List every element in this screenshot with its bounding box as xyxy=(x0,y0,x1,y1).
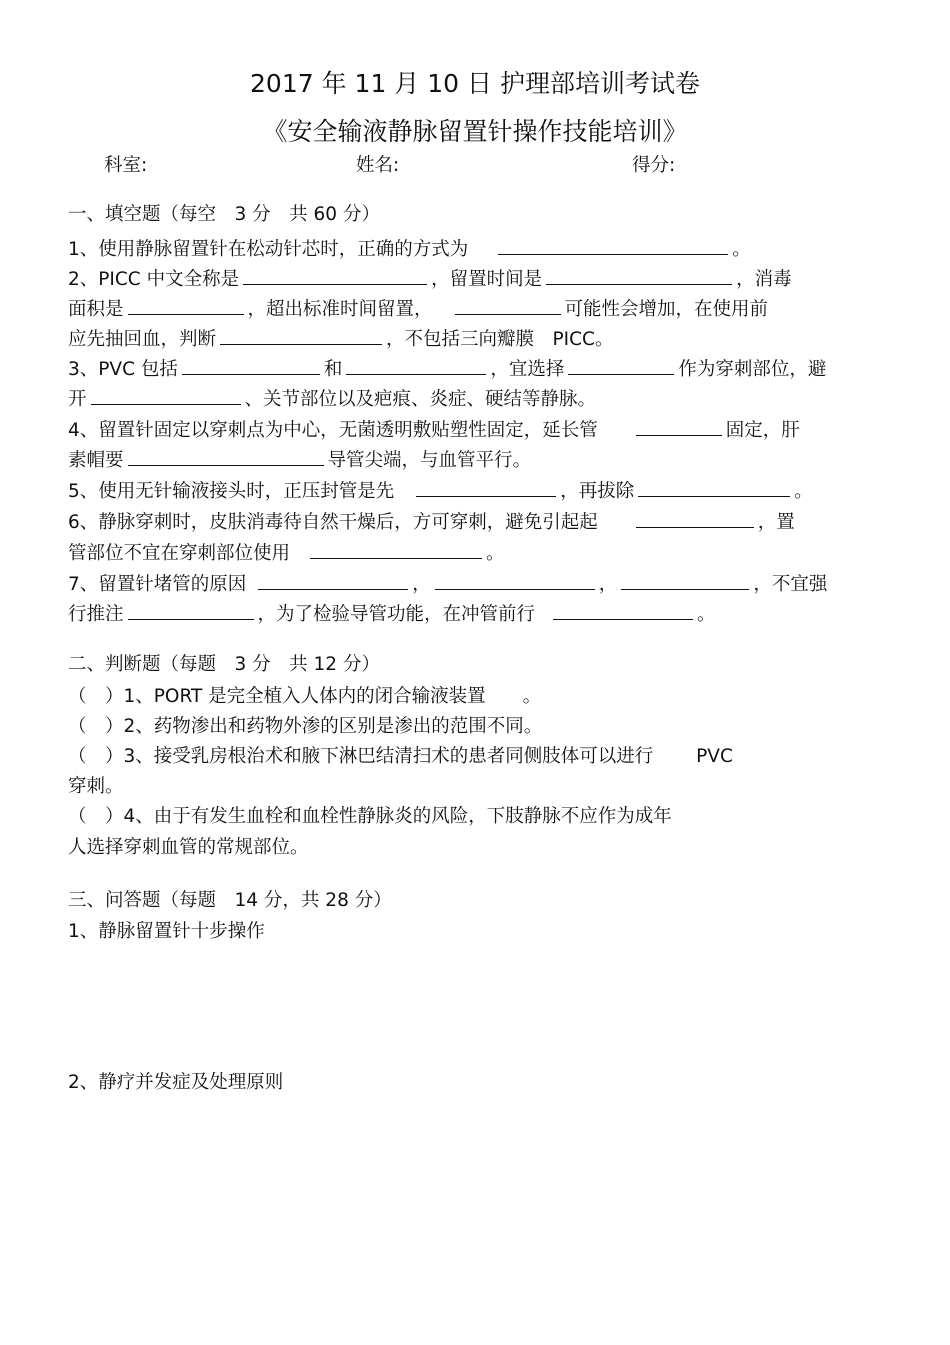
judge-q4-line1[interactable]: （ ）4、由于有发生血栓和血栓性静脉炎的风险，下肢静脉不应作为成年 xyxy=(68,806,672,827)
judge-q2[interactable]: （ ）2、药物渗出和药物外渗的区别是渗出的范围不同。 xyxy=(68,716,543,737)
fill-q3-text-e: 开 xyxy=(68,389,87,410)
score-label: 得分: xyxy=(632,155,676,176)
fill-q7-text-e: 行推注 xyxy=(68,604,124,625)
fill-q3-line1 xyxy=(68,352,826,385)
judge-q3-line2: 穿刺。 xyxy=(68,776,124,797)
fill-q5-text-a: 5、使用无针输液接头时，正压封管是先 xyxy=(68,481,395,502)
fill-q5-text-c: 。 xyxy=(794,481,813,502)
fill-q2-text-g: 应先抽回血，判断 xyxy=(68,329,217,350)
fill-q6-line1 xyxy=(68,505,795,538)
exam-title: 2017 年 11 月 10 日 护理部培训考试卷 xyxy=(250,69,700,98)
fill-q2-text-c: ，消毒 xyxy=(736,269,792,290)
fill-q4-line2 xyxy=(68,443,531,476)
fill-q7-blank1[interactable] xyxy=(258,567,408,590)
fill-q3-text-f: 、关节部位以及疤痕、炎症、硬结等静脉。 xyxy=(244,389,597,410)
fill-q7-text-g: 。 xyxy=(697,604,716,625)
fill-q3-text-c: ，宜选择 xyxy=(490,359,565,380)
fill-q3-blank3[interactable] xyxy=(568,352,674,375)
fill-q2-blank1[interactable] xyxy=(243,262,427,285)
judge-q1[interactable]: （ ）1、PORT 是完全植入人体内的闭合输液装置 。 xyxy=(68,686,542,707)
fill-q2-blank5[interactable] xyxy=(220,322,382,345)
fill-q1-text: 1、使用静脉留置针在松动针芯时，正确的方式为 xyxy=(68,239,469,260)
essay-q2: 2、静疗并发症及处理原则 xyxy=(68,1072,284,1093)
fill-q3-text-d: 作为穿刺部位，避 xyxy=(678,359,827,380)
fill-q5-text-b: ，再拔除 xyxy=(560,481,635,502)
fill-q2-text-d: 面积是 xyxy=(68,299,124,320)
judge-q3-line1[interactable]: （ ）3、接受乳房根治术和腋下淋巴结清扫术的患者同侧肢体可以进行 PVC xyxy=(68,746,733,767)
fill-q2-text-f: 可能性会增加，在使用前 xyxy=(564,299,769,320)
dept-label: 科室: xyxy=(104,155,148,176)
fill-q2-text-h: ，不包括三向瓣膜 PICC。 xyxy=(386,329,614,350)
fill-q2-line2 xyxy=(68,292,768,325)
fill-q7-blank3[interactable] xyxy=(621,567,749,590)
fill-q6-text-c: 管部位不宜在穿刺部位使用 xyxy=(68,543,291,564)
section3-heading: 三、问答题（每题 14 分，共 28 分） xyxy=(68,890,392,911)
section1-heading: 一、填空题（每空 3 分 共 60 分） xyxy=(68,204,380,225)
section2-heading: 二、判断题（每题 3 分 共 12 分） xyxy=(68,654,380,675)
fill-q7-blank4[interactable] xyxy=(128,597,254,620)
fill-q2-text-e: ，超出标准时间留置， xyxy=(247,299,433,320)
fill-q7-text-d: ，不宜强 xyxy=(753,574,828,595)
name-label: 姓名: xyxy=(356,155,400,176)
fill-q2-blank4[interactable] xyxy=(455,292,561,315)
fill-q4-text-b: 固定，肝 xyxy=(725,420,800,441)
fill-q7-text-f: ，为了检验导管功能，在冲管前行 xyxy=(257,604,536,625)
fill-q2-line1 xyxy=(68,262,792,295)
fill-q2-blank2[interactable] xyxy=(546,262,732,285)
fill-q6-blank1[interactable] xyxy=(636,505,754,528)
fill-q3-line2 xyxy=(68,382,596,415)
fill-q4-text-a: 4、留置针固定以穿刺点为中心，无菌透明敷贴塑性固定，延长管 xyxy=(68,420,598,441)
fill-q7-line2 xyxy=(68,597,716,630)
fill-q2-blank3[interactable] xyxy=(128,292,244,315)
fill-q5-blank1[interactable] xyxy=(416,474,556,497)
fill-q6-text-a: 6、静脉穿刺时，皮肤消毒待自然干燥后，方可穿刺，避免引起起 xyxy=(68,512,598,533)
fill-q1-blank[interactable] xyxy=(498,232,728,255)
fill-q2-text-a: 2、PICC 中文全称是 xyxy=(68,269,240,290)
fill-q4-text-c: 素帽要 xyxy=(68,450,124,471)
fill-q4-line1 xyxy=(68,413,800,446)
fill-q3-blank2[interactable] xyxy=(346,352,486,375)
fill-q7-blank2[interactable] xyxy=(435,567,595,590)
fill-q2-line3 xyxy=(68,322,613,355)
fill-q7-blank5[interactable] xyxy=(553,597,693,620)
fill-q1-end: 。 xyxy=(732,239,751,260)
essay-q1: 1、静脉留置针十步操作 xyxy=(68,921,265,942)
fill-q1 xyxy=(68,232,751,265)
fill-q5-blank2[interactable] xyxy=(638,474,790,497)
fill-q4-blank2[interactable] xyxy=(128,443,324,466)
fill-q6-text-d: 。 xyxy=(486,543,505,564)
judge-q4-line2: 人选择穿刺血管的常规部位。 xyxy=(68,837,309,858)
fill-q6-line2 xyxy=(68,536,505,569)
fill-q3-blank1[interactable] xyxy=(182,352,320,375)
exam-subtitle: 《安全输液静脉留置针操作技能培训》 xyxy=(262,117,688,146)
fill-q4-text-d: 导管尖端，与血管平行。 xyxy=(327,450,532,471)
fill-q3-text-a: 3、PVC 包括 xyxy=(68,359,178,380)
fill-q7-text-b: ， xyxy=(412,574,431,595)
fill-q3-blank4[interactable] xyxy=(91,382,241,405)
fill-q7-line1 xyxy=(68,567,827,600)
fill-q3-text-b: 和 xyxy=(323,359,343,380)
fill-q4-blank1[interactable] xyxy=(636,413,722,436)
fill-q6-text-b: ，置 xyxy=(757,512,795,533)
fill-q2-text-b: ，留置时间是 xyxy=(431,269,543,290)
fill-q7-text-c: ， xyxy=(598,574,618,595)
fill-q5 xyxy=(68,474,813,507)
fill-q7-text-a: 7、留置针堵管的原因 xyxy=(68,574,247,595)
fill-q6-blank2[interactable] xyxy=(310,536,482,559)
